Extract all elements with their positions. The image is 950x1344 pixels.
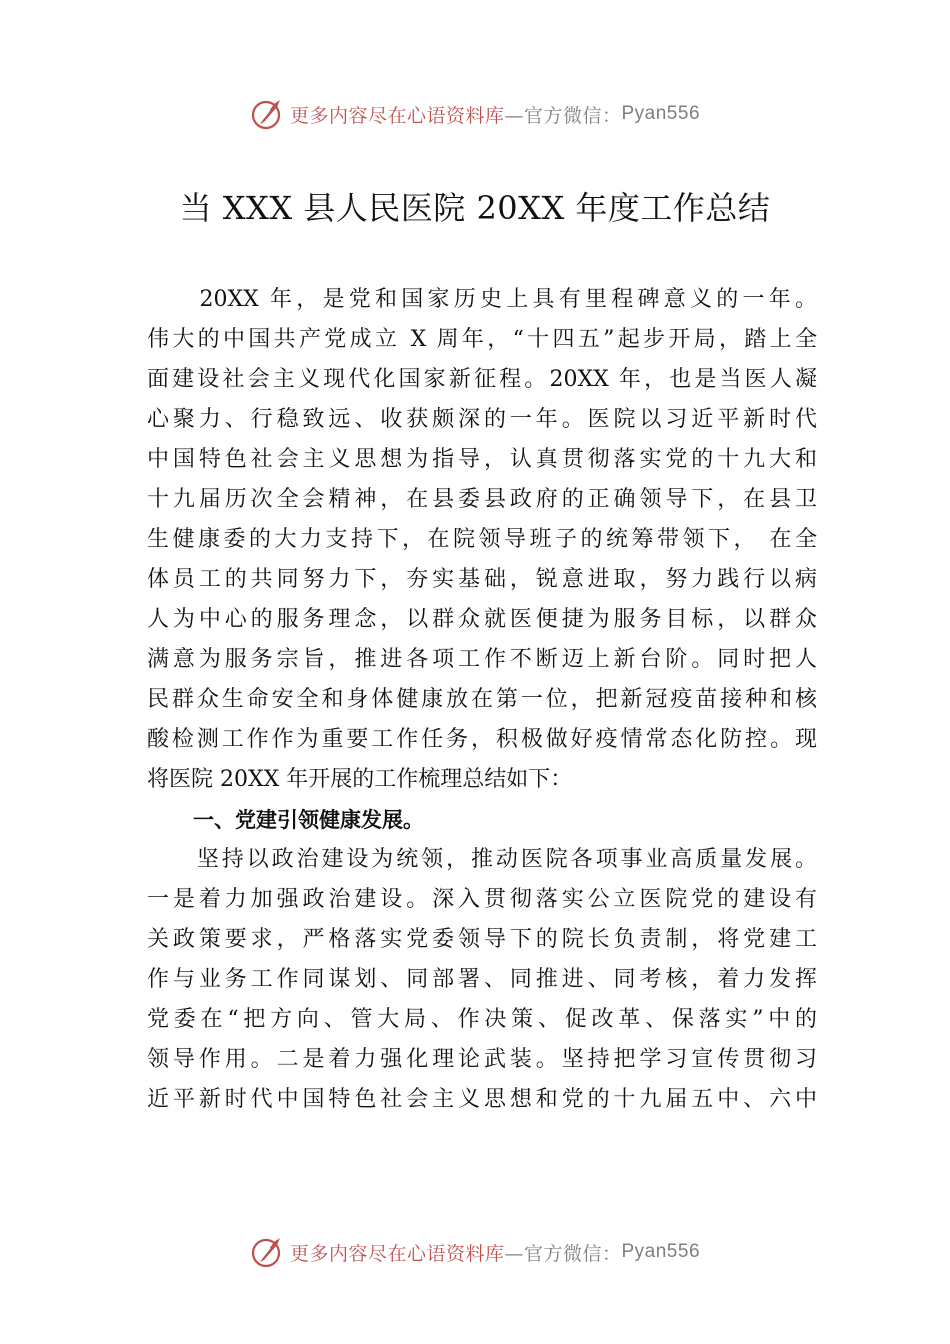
quill-logo-icon [250,1234,286,1270]
quill-logo-icon [250,96,286,132]
text-line: 伟大的中国共产党成立 X 周年，“十四五”起步开局，踏上全 [147,327,817,352]
text-line: 党委在“把方向、管大局、作决策、促改革、保落实”中的 [147,1007,817,1032]
text-line: 面建设社会主义现代化国家新征程。20XX 年，也是当医人凝 [147,367,817,392]
text-line: 将医院 20XX 年开展的工作梳理总结如下： [147,767,573,792]
text-line: 满意为服务宗旨，推进各项工作不断迈上新台阶。同时把人 [147,647,817,672]
text-line: 20XX 年，是党和国家历史上具有里程碑意义的一年。 [147,287,817,312]
banner-wechat-id: Pyan556 [621,1241,701,1262]
text-line: 领导作用。二是着力强化理论武装。坚持把学习宣传贯彻习 [147,1047,817,1072]
banner-wechat-id: Pyan556 [621,103,701,124]
text-line: 中国特色社会主义思想为指导，认真贯彻落实党的十九大和 [147,447,817,472]
text-line: 一是着力加强政治建设。深入贯彻落实公立医院党的建设有 [147,887,817,912]
paragraph-intro [147,280,817,800]
paragraph-party-building [147,840,817,1120]
banner-brand-text: 更多内容尽在心语资料库 [289,1242,505,1265]
banner-separator-text: —官方微信： [504,104,622,127]
text-line: 民群众生命安全和身体健康放在第一位，把新冠疫苗接种和核 [147,687,817,712]
header-banner [0,94,950,134]
text-line: 坚持以政治建设为统领，推动医院各项事业高质量发展。 [147,847,817,872]
text-line: 十九届历次全会精神，在县委县政府的正确领导下，在县卫 [147,487,817,512]
footer-banner [0,1232,950,1272]
text-line: 生健康委的大力支持下，在院领导班子的统筹带领下， 在全 [147,527,817,552]
text-line: 体员工的共同努力下，夯实基础，锐意进取，努力践行以病 [147,567,817,592]
text-line: 作与业务工作同谋划、同部署、同推进、同考核，着力发挥 [147,967,817,992]
text-line: 心聚力、行稳致远、收获颇深的一年。医院以习近平新时代 [147,407,817,432]
section-heading: 一、党建引领健康发展。 [193,808,424,832]
document-body [147,280,817,1120]
banner-separator-text: —官方微信： [504,1242,622,1265]
text-line: 近平新时代中国特色社会主义思想和党的十九届五中、六中 [147,1087,817,1112]
text-line: 酸检测工作作为重要工作任务，积极做好疫情常态化防控。现 [147,727,817,752]
text-line: 人为中心的服务理念，以群众就医便捷为服务目标，以群众 [147,607,817,632]
document-title: 当 XXX 县人民医院 20XX 年度工作总结 [179,189,771,227]
text-line: 关政策要求，严格落实党委领导下的院长负责制，将党建工 [147,927,817,952]
banner-brand-text: 更多内容尽在心语资料库 [289,104,505,127]
